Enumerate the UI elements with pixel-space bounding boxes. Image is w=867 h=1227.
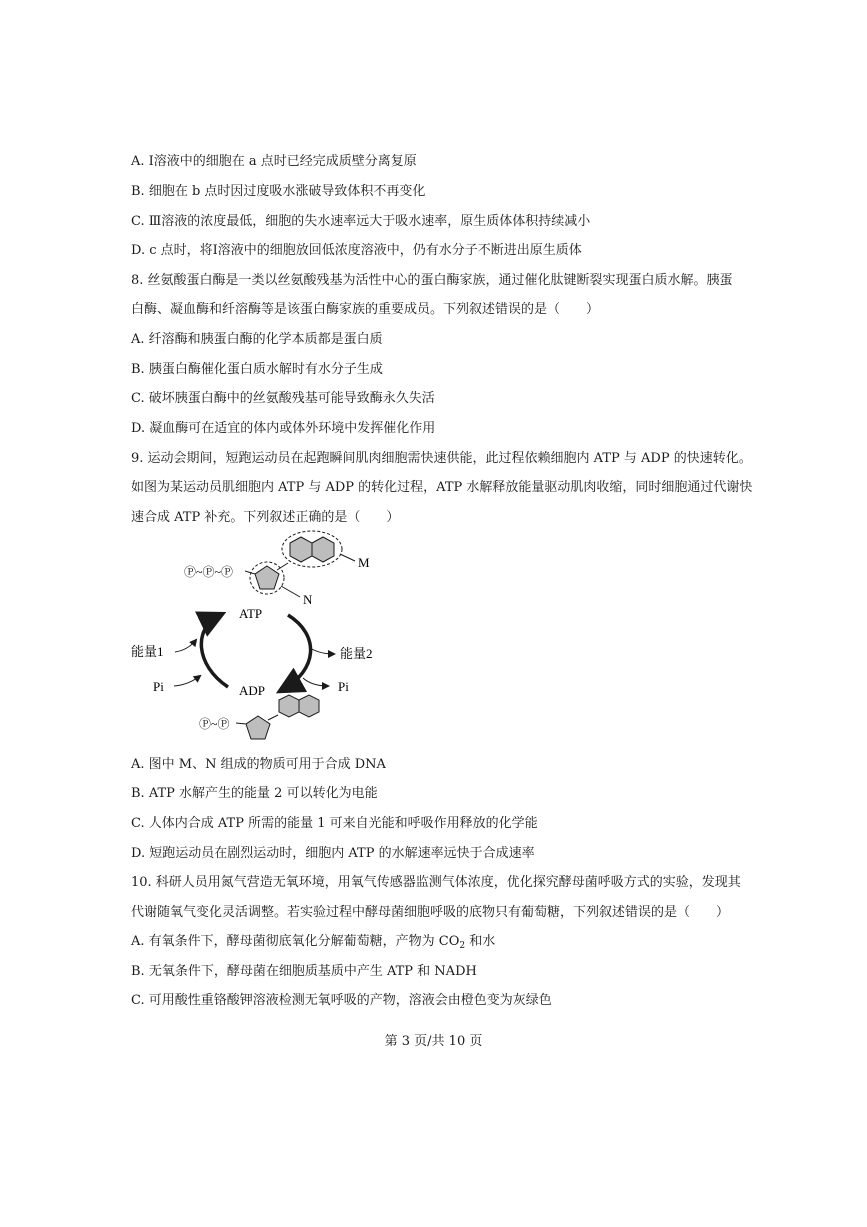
energy2-arrow (310, 648, 334, 654)
atp-base-ring-2 (312, 537, 334, 562)
q10-option-c: C. 可用酸性重铬酸钾溶液检测无氧呼吸的产物，溶液会由橙色变为灰绿色 (131, 993, 552, 1008)
adp-base-ring-2 (299, 695, 319, 717)
adp-phosphate-chain: Ⓟ~Ⓟ (199, 717, 230, 731)
label-atp: ATP (239, 606, 263, 621)
hydrolysis-arrow (282, 615, 311, 690)
q9-option-c: C. 人体内合成 ATP 所需的能量 1 可来自光能和呼吸作用释放的化学能 (131, 816, 538, 831)
atp-phosphate-bond (245, 571, 255, 574)
label-pi-left: Pi (153, 679, 164, 694)
q8-option-d: D. 凝血酶可在适宜的体内或体外环境中发挥催化作用 (131, 421, 436, 436)
pi-in-arrow (174, 676, 200, 686)
atp-base-ring-1 (290, 537, 312, 562)
q10-option-b: B. 无氧条件下，酵母菌在细胞质基质中产生 ATP 和 NADH (131, 964, 477, 979)
label-adp: ADP (239, 683, 266, 698)
q8-stem-line1: 8. 丝氨酸蛋白酶是一类以丝氨酸残基为活性中心的蛋白酶家族，通过催化肽键断裂实现蛋白质水解。胰蛋 (131, 273, 733, 288)
q8-stem-line2: 白酶、凝血酶和纤溶酶等是该蛋白酶家族的重要成员。下列叙述错误的是（ ） (131, 302, 600, 317)
m-leader-line (340, 554, 355, 561)
adp-phosphate-bond (236, 723, 246, 724)
q9-option-a: A. 图中 M、N 组成的物质可用于合成 DNA (131, 757, 386, 772)
energy1-arrow (175, 640, 196, 652)
q10-option-a-text: A. 有氧条件下，酵母菌彻底氧化分解葡萄糖，产物为 CO (131, 934, 460, 949)
n-leader-line (281, 586, 300, 597)
q8-option-c: C. 破坏胰蛋白酶中的丝氨酸残基可能导致酶永久失活 (131, 391, 435, 406)
synthesis-arrow (201, 615, 228, 687)
label-energy1: 能量1 (131, 644, 164, 659)
q9-stem-line2: 如图为某运动员肌细胞内 ATP 与 ADP 的转化过程，ATP 水解释放能量驱动肌肉收缩，同时细胞通过代谢快 (131, 480, 753, 495)
adp-base-bond (268, 715, 278, 720)
adp-base-ring-1 (279, 695, 299, 717)
q10-option-a (131, 934, 495, 954)
q9-stem-line1: 9. 运动会期间，短跑运动员在起跑瞬间肌肉细胞需快速供能，此过程依赖细胞内 ATP 与 ADP 的快速转化。 (131, 451, 752, 466)
q9-stem-line3: 速合成 ATP 补充。下列叙述正确的是（ ） (131, 510, 400, 525)
q9-option-d: D. 短跑运动员在剧烈运动时，细胞内 ATP 的水解速率远快于合成速率 (131, 846, 535, 861)
q8-option-b: B. 胰蛋白酶催化蛋白质水解时有水分子生成 (131, 362, 383, 377)
atp-phosphate-chain: Ⓟ~Ⓟ~Ⓟ (184, 565, 233, 579)
q7-option-a: A. Ⅰ溶液中的细胞在 a 点时已经完成质壁分离复原 (131, 154, 417, 169)
co2-subscript: 2 (459, 941, 466, 951)
q7-option-b: B. 细胞在 b 点时因过度吸水涨破导致体积不再变化 (131, 184, 426, 199)
q7-option-d: D. c 点时，将Ⅰ溶液中的细胞放回低浓度溶液中，仍有水分子不断进出原生质体 (131, 243, 582, 258)
atp-ribose (255, 566, 279, 589)
label-n: N (303, 592, 313, 607)
q8-option-a: A. 纤溶酶和胰蛋白酶的化学本质都是蛋白质 (131, 332, 383, 347)
q10-option-a-tail: 和水 (465, 934, 496, 949)
q10-stem-line2: 代谢随氧气变化灵活调整。若实验过程中酵母菌细胞呼吸的底物只有葡萄糖，下列叙述错误的是（ ） (131, 905, 730, 920)
q9-option-b: B. ATP 水解产生的能量 2 可以转化为电能 (131, 786, 378, 801)
q10-stem-line1: 10. 科研人员用氮气营造无氧环境，用氧气传感器监测气体浓度，优化探究酵母菌呼吸方式的实验，发现其 (131, 875, 741, 890)
pi-out-arrow (303, 678, 328, 686)
label-pi-right: Pi (338, 679, 349, 694)
atp-adp-cycle-diagram (131, 530, 390, 745)
page-footer: 第 3 页/共 10 页 (384, 1034, 483, 1049)
label-m: M (358, 555, 370, 570)
label-energy2: 能量2 (340, 646, 373, 661)
q7-option-c: C. Ⅲ溶液的浓度最低，细胞的失水速率远大于吸水速率，原生质体体积持续减小 (131, 214, 591, 229)
adp-ribose (246, 716, 270, 739)
